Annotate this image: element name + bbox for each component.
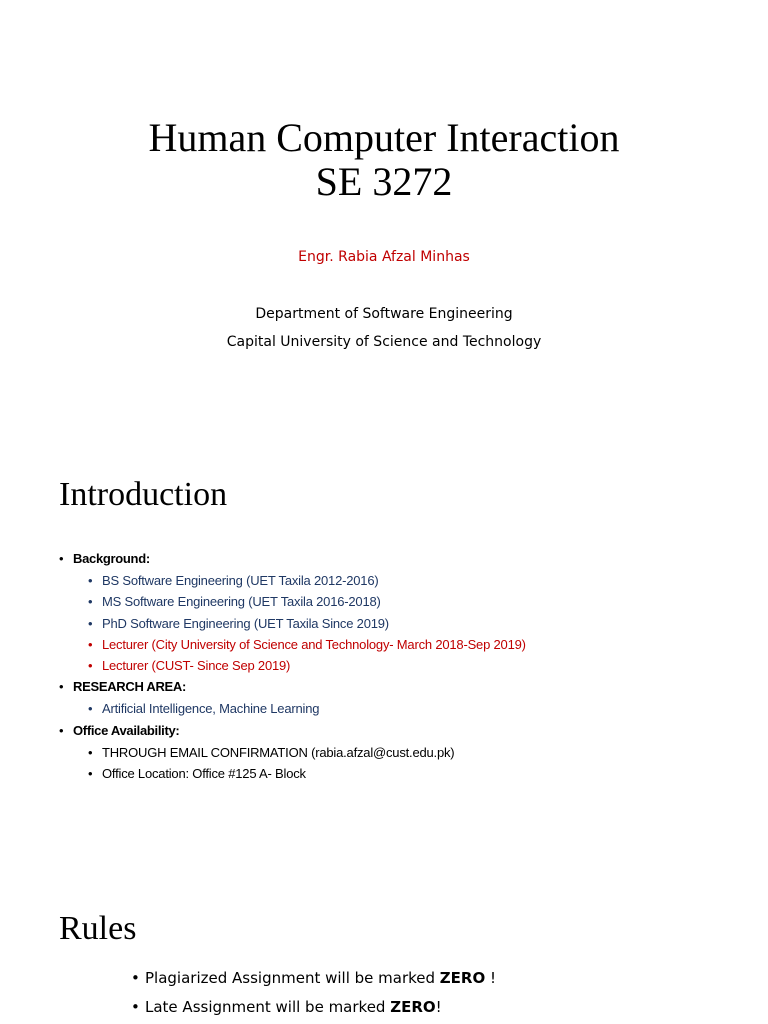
office-availability-label: • Office Availability: [59, 720, 759, 742]
research-area-label: • RESEARCH AREA: [59, 676, 759, 698]
list-item: • BS Software Engineering (UET Taxila 2012-2016) [59, 570, 759, 591]
rules-list [131, 964, 496, 1022]
introduction-heading: Introduction [59, 476, 228, 513]
list-item: • Artificial Intelligence, Machine Learning [59, 698, 759, 719]
background-label: • Background: [59, 548, 759, 570]
course-code: SE 3272 [315, 159, 453, 204]
rule-item: • Late Assignment will be marked ZERO! [131, 993, 496, 1022]
list-item: • THROUGH EMAIL CONFIRMATION (rabia.afzal@cust.edu.pk) [59, 742, 759, 763]
rules-heading: Rules [59, 910, 137, 947]
course-title: Human Computer Interaction [148, 115, 620, 160]
list-item: • Lecturer (CUST- Since Sep 2019) [59, 655, 759, 676]
rule-emphasis: ZERO [439, 969, 486, 987]
list-item: • PhD Software Engineering (UET Taxila Since 2019) [59, 613, 759, 634]
list-item: • Office Location: Office #125 A- Block [59, 763, 759, 784]
slide-title [0, 116, 768, 204]
list-item: • Lecturer (City University of Science and Technology- March 2018-Sep 2019) [59, 634, 759, 655]
affiliation [0, 300, 768, 356]
university-name: Capital University of Science and Technology [226, 334, 542, 350]
list-item: • MS Software Engineering (UET Taxila 2016-2018) [59, 591, 759, 612]
author-name: Engr. Rabia Afzal Minhas [298, 249, 470, 265]
introduction-list [59, 548, 759, 784]
rule-emphasis: ZERO [390, 998, 436, 1016]
department-name: Department of Software Engineering [255, 306, 513, 322]
rule-item: • Plagiarized Assignment will be marked ZERO ! [131, 964, 496, 993]
